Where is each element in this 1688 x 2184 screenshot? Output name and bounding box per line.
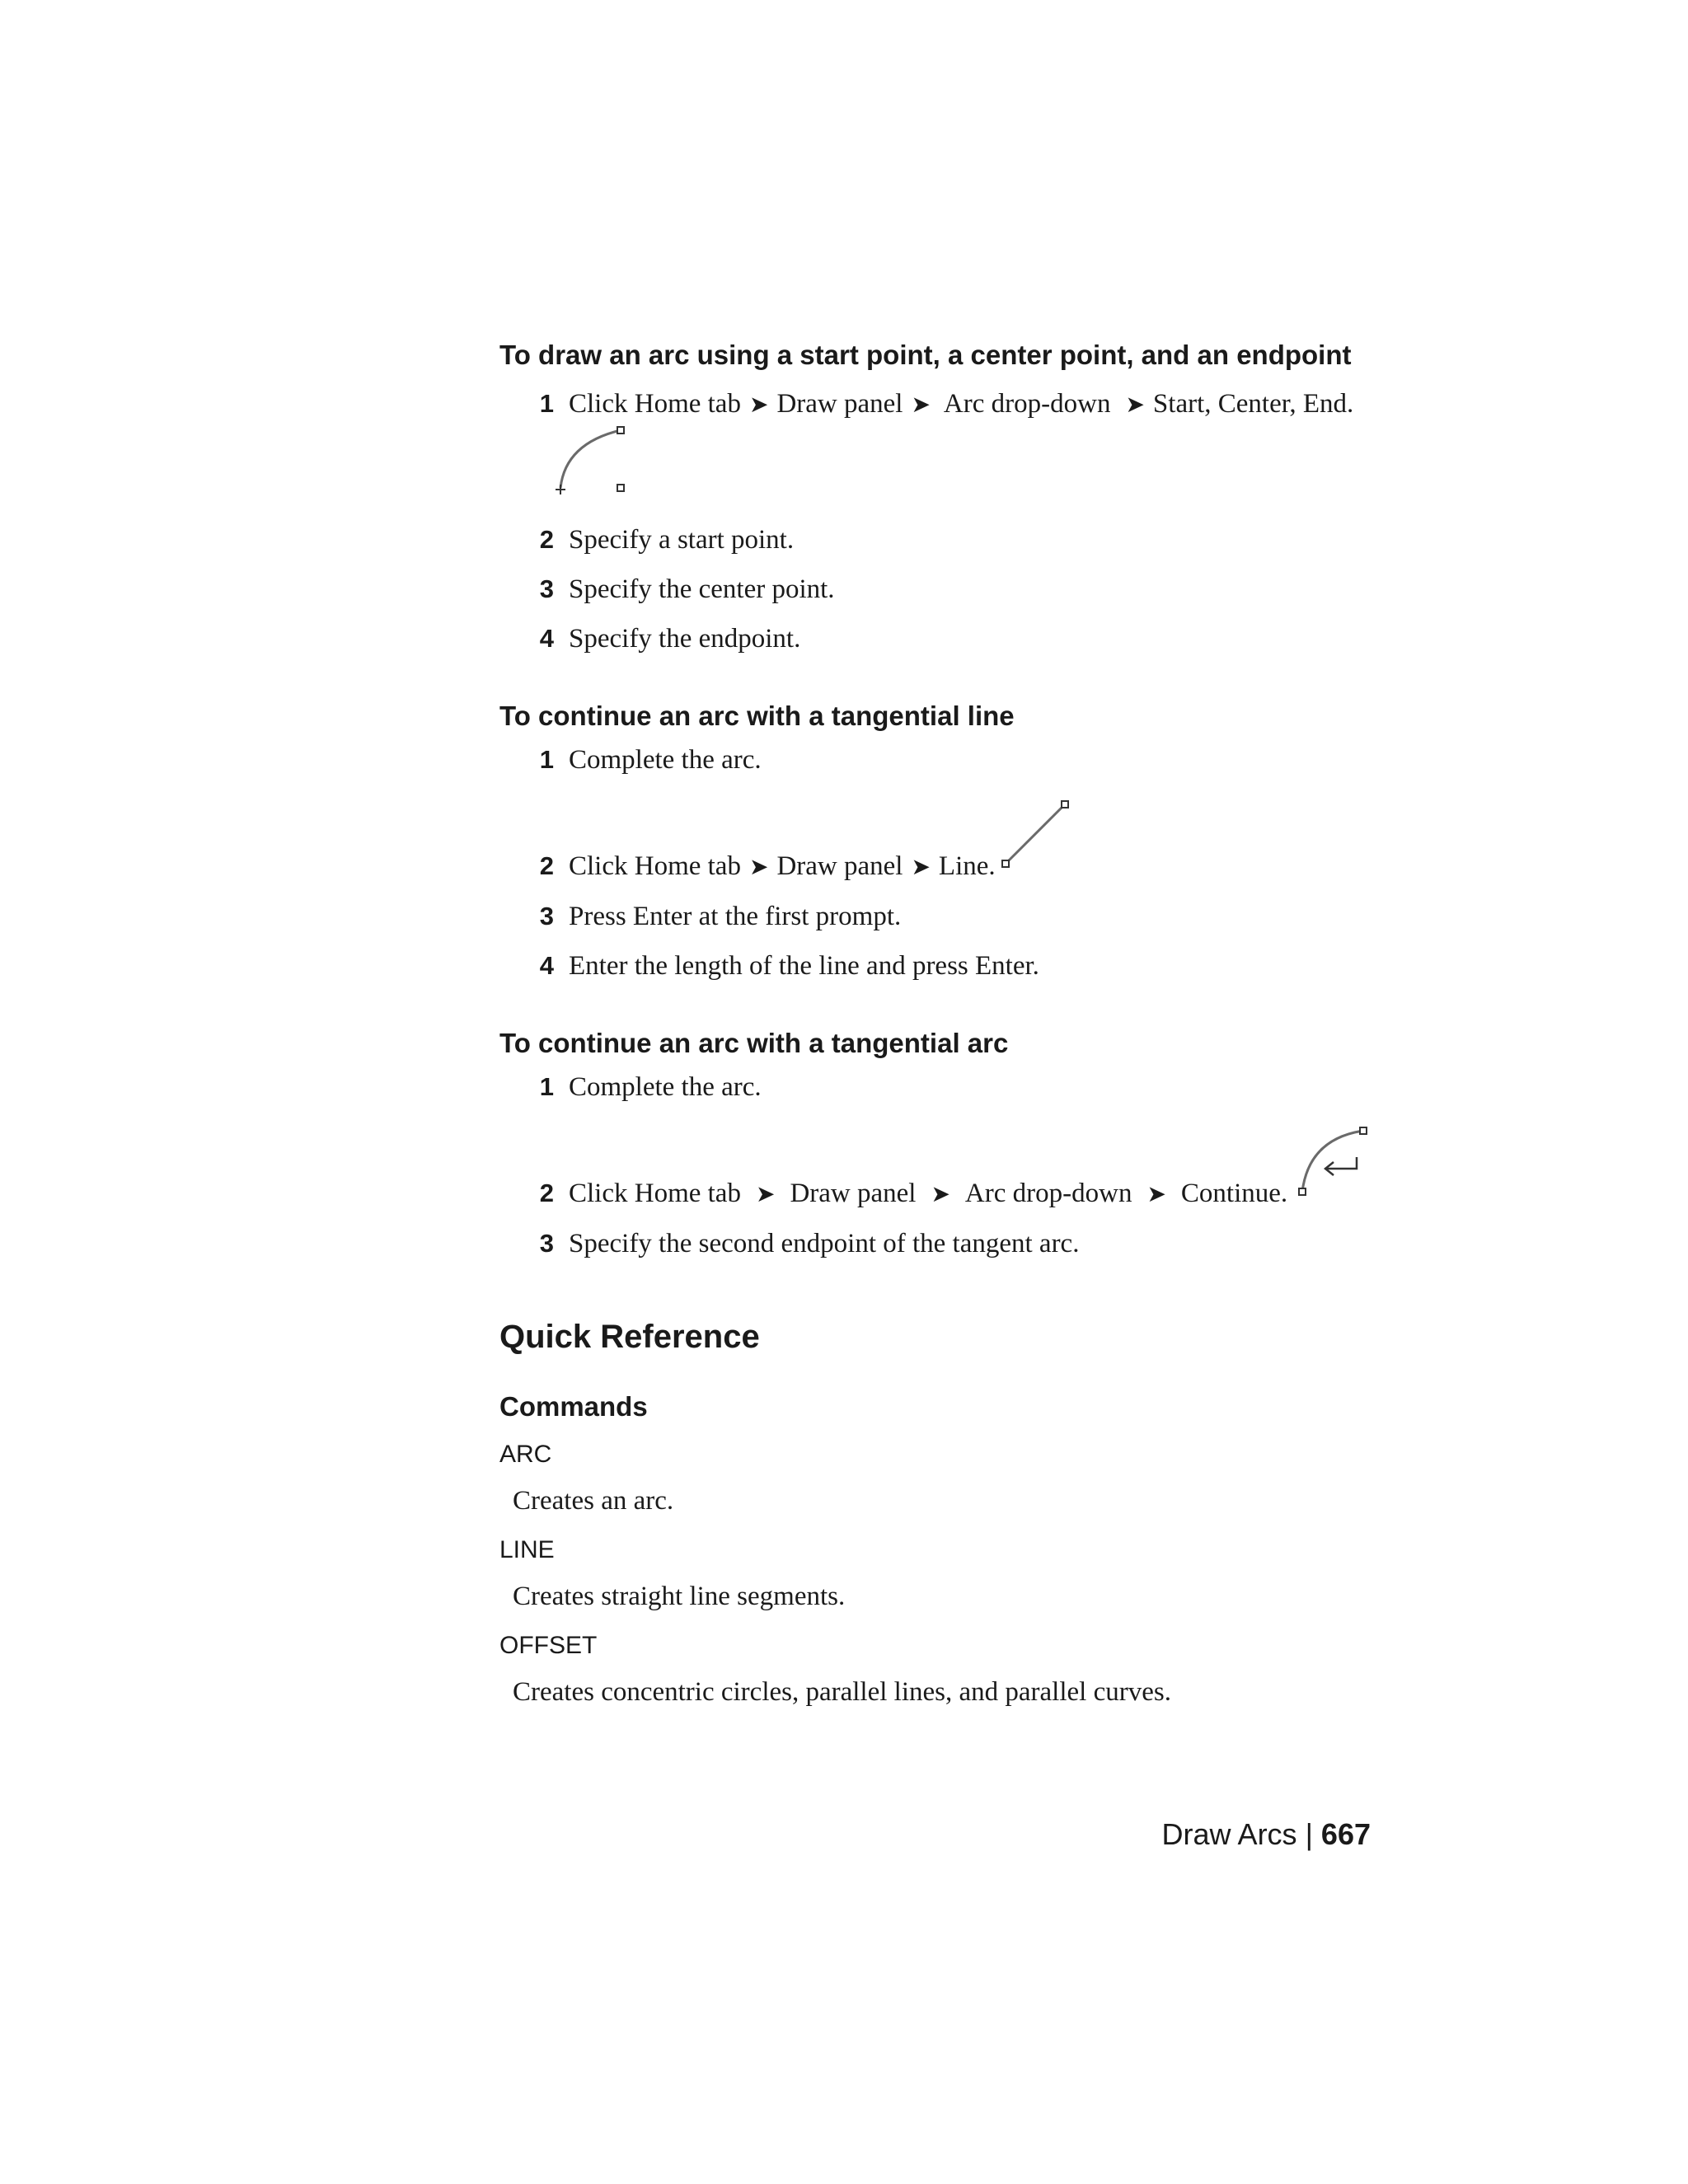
step-3-press-enter — [499, 898, 901, 935]
step-4-endpoint — [499, 621, 800, 657]
section-heading-tangential-line: To continue an arc with a tangential line — [499, 701, 1015, 731]
step-3-second-endpoint — [499, 1226, 1079, 1262]
menu-separator-icon: ➤ — [911, 852, 931, 880]
step-number: 3 — [539, 902, 554, 930]
step-text: Specify a start point. — [569, 524, 795, 555]
command-name-arc: ARC — [499, 1441, 552, 1468]
quick-reference-title: Quick Reference — [499, 1319, 760, 1355]
step-2-continue — [499, 1175, 1287, 1212]
command-description-line: Creates straight line segments. — [513, 1582, 846, 1611]
step-number: 1 — [539, 389, 554, 418]
menu-path-arc-dropdown: Arc drop-down — [943, 388, 1111, 419]
footer-chapter-title: Draw Arcs — [1161, 1817, 1297, 1851]
step-number: 3 — [539, 1229, 554, 1258]
step-number: 2 — [539, 851, 554, 880]
step-number: 1 — [539, 745, 554, 774]
step-1-start-center-end — [499, 386, 1353, 422]
step-1-complete-arc — [499, 1069, 762, 1105]
step-text: Complete the arc. — [569, 744, 762, 775]
menu-separator-icon: ➤ — [911, 390, 931, 418]
command-description-arc: Creates an arc. — [513, 1486, 674, 1516]
menu-path-home-tab: Click Home tab — [569, 851, 741, 881]
step-4-enter-length — [499, 948, 1039, 984]
menu-path-line: Line. — [938, 851, 996, 881]
commands-heading: Commands — [499, 1391, 648, 1422]
step-text: Complete the arc. — [569, 1071, 762, 1102]
step-2-start-point — [499, 522, 794, 558]
arc-continue-icon — [1294, 1122, 1373, 1202]
step-2-line — [499, 848, 996, 884]
step-text: Press Enter at the first prompt. — [569, 901, 902, 931]
line-icon — [997, 798, 1071, 872]
section-heading-tangential-arc: To continue an arc with a tangential arc — [499, 1028, 1009, 1058]
menu-path-arc-dropdown: Arc drop-down — [964, 1178, 1132, 1208]
menu-separator-icon: ➤ — [755, 1179, 776, 1207]
menu-separator-icon: ➤ — [748, 852, 769, 880]
menu-separator-icon: ➤ — [1125, 390, 1145, 418]
page-number: 667 — [1320, 1817, 1371, 1851]
step-3-center-point — [499, 571, 835, 607]
step-1-complete-arc — [499, 742, 762, 778]
step-text: Specify the second endpoint of the tangent arc. — [569, 1228, 1080, 1258]
menu-path-home-tab: Click Home tab — [569, 1178, 741, 1208]
command-description-offset: Creates concentric circles, parallel lines, and parallel curves. — [513, 1677, 1171, 1707]
menu-separator-icon: ➤ — [931, 1179, 950, 1207]
menu-path-draw-panel: Draw panel — [776, 388, 903, 419]
menu-path-continue: Continue. — [1180, 1178, 1288, 1208]
step-number: 1 — [539, 1072, 554, 1101]
command-name-offset: OFFSET — [499, 1632, 598, 1659]
step-text: Enter the length of the line and press Enter. — [569, 950, 1039, 981]
menu-separator-icon: ➤ — [748, 390, 769, 418]
step-number: 2 — [539, 525, 554, 554]
menu-separator-icon: ➤ — [1146, 1179, 1166, 1207]
menu-path-start-center-end: Start, Center, End. — [1152, 388, 1354, 419]
step-number: 3 — [539, 574, 554, 603]
step-number: 4 — [539, 951, 554, 980]
arc-start-center-end-icon — [551, 420, 630, 499]
command-name-line: LINE — [499, 1536, 555, 1563]
step-text: Specify the endpoint. — [569, 623, 801, 654]
menu-path-home-tab: Click Home tab — [569, 388, 741, 419]
menu-path-draw-panel: Draw panel — [790, 1178, 917, 1208]
step-number: 4 — [539, 624, 554, 653]
step-text: Specify the center point. — [569, 574, 835, 604]
section-heading-start-center-end: To draw an arc using a start point, a center point, and an endpoint — [499, 340, 1352, 370]
footer-separator: | — [1305, 1817, 1313, 1851]
page-footer — [1162, 1817, 1371, 1852]
step-number: 2 — [539, 1179, 554, 1207]
menu-path-draw-panel: Draw panel — [776, 851, 903, 881]
